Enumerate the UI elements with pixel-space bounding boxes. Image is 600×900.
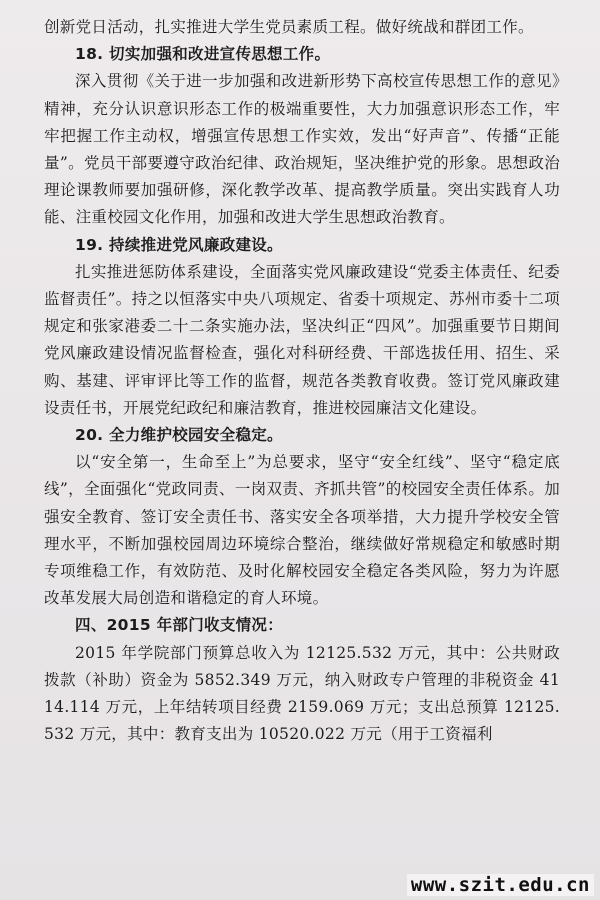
paragraph-integrity: 扎实推进惩防体系建设，全面落实党风廉政建设“党委主体责任、纪委监督责任”。持之以恒落实中央八项规定、省委十项规定、苏州市委十二项规定和张家港委二十二条实施办法，坚决纠正“四风”。加强重要节日期间党风廉政建设情况监督检查，强化对科研经费、干部选拔任用、招生、采购、基建、评审评比等工作的监督，规范各类教育收费。签订党风廉政建设责任书，开展党纪政纪和廉洁教育，推进校园廉洁文化建设。	[44, 262, 560, 417]
paragraph-party-day: 创新党日活动，扎实推进大学生党员素质工程。做好统战和群团工作。	[44, 18, 534, 36]
paragraph-budget: 2015 年学院部门预算总收入为 12125.532 万元，其中：公共财政拨款（补助）资金为 5852.349 万元，纳入财政专户管理的非税资金 4114.114 万元，上年结转项目经费 2159.069 万元；支出总预算 12125.532 万元，其中：教育支出为 10520.022 万元（用于工资福利	[44, 643, 560, 744]
site-watermark: www.szit.edu.cn	[407, 874, 594, 896]
heading-18-propaganda: 18. 切实加强和改进宣传思想工作。	[75, 45, 331, 64]
heading-section-4-budget: 四、2015 年部门收支情况：	[75, 616, 284, 635]
paragraph-propaganda: 深入贯彻《关于进一步加强和改进新形势下高校宣传思想工作的意见》精神，充分认识意识形态工作的极端重要性，大力加强意识形态工作，牢牢把握工作主动权，增强宣传思想工作实效，发出“好声音”、传播“正能量”。党员干部要遵守政治纪律、政治规矩，坚决维护党的形象。思想政治理论课教师要加强研修，深化教学改革、提高教学质量。突出实践育人功能、注重校园文化作用，加强和改进大学生思想政治教育。	[44, 72, 560, 227]
heading-19-integrity: 19. 持续推进党风廉政建设。	[75, 235, 283, 254]
paragraph-campus-safety: 以“安全第一，生命至上”为总要求，坚守“安全红线”、坚守“稳定底线”，全面强化“党政同责、一岗双责、齐抓共管”的校园安全责任体系。加强安全教育、签订安全责任书、落实安全各项举措，大力提升学校安全管理水平，不断加强校园周边环境综合整治，继续做好常规稳定和敏感时期专项维稳工作，有效防范、及时化解校园安全稳定各类风险，努力为许愿改革发展大局创造和谐稳定的育人环境。	[44, 453, 560, 608]
heading-20-campus-safety: 20. 全力维护校园安全稳定。	[75, 426, 283, 445]
